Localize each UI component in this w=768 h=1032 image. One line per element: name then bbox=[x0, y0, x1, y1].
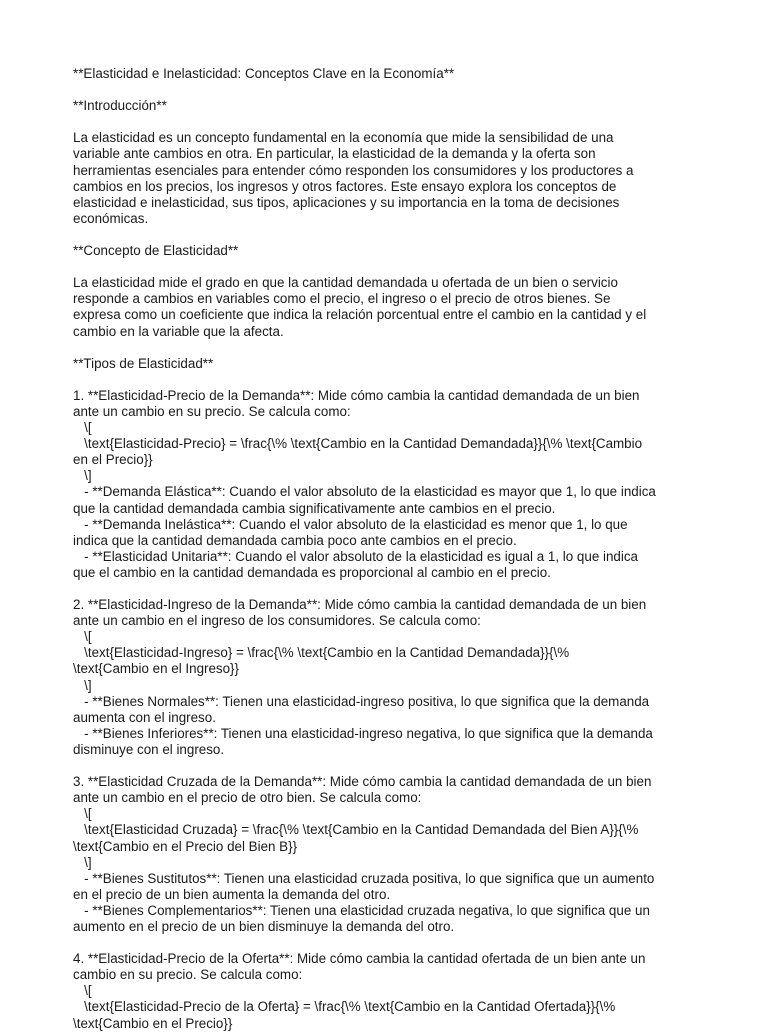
spacer bbox=[73, 581, 713, 597]
formula-line: en el Precio}} bbox=[73, 452, 153, 468]
formula-close: \] bbox=[73, 468, 92, 484]
bullet-line: que la cantidad demandada cambia significativamente ante cambios en el precio. bbox=[73, 500, 556, 516]
concept-paragraph bbox=[73, 275, 713, 339]
formula-close: \] bbox=[73, 854, 92, 870]
formula-open: \[ bbox=[73, 420, 92, 436]
bullet-line: - **Elasticidad Unitaria**: Cuando el valor absoluto de la elasticidad es igual a 1, lo que indica bbox=[73, 548, 638, 564]
intro-paragraph bbox=[73, 130, 713, 227]
section-line: 1. **Elasticidad-Precio de la Demanda**: Mide cómo cambia la cantidad demandada de un bien bbox=[73, 387, 640, 403]
section-line: 2. **Elasticidad-Ingreso de la Demanda**: Mide cómo cambia la cantidad demandada de un bien bbox=[73, 597, 647, 613]
formula-line: \text{Cambio en el Precio}} bbox=[73, 1015, 233, 1031]
bullet-line: - **Bienes Complementarios**: Tienen una elasticidad cruzada negativa, lo que significa que un bbox=[73, 902, 650, 918]
section-line: 3. **Elasticidad Cruzada de la Demanda**: Mide cómo cambia la cantidad demandada de un bien bbox=[73, 774, 652, 790]
formula-line: \text{Cambio en el Precio del Bien B}} bbox=[73, 838, 298, 854]
formula-open: \[ bbox=[73, 806, 92, 822]
intro-heading: **Introducción** bbox=[73, 98, 167, 114]
document-page bbox=[73, 66, 713, 1032]
document-title: **Elasticidad e Inelasticidad: Conceptos Clave en la Economía** bbox=[73, 66, 455, 81]
section-income-elasticity-demand bbox=[73, 597, 713, 758]
section-price-elasticity-demand bbox=[73, 388, 713, 581]
concept-heading: **Concepto de Elasticidad** bbox=[73, 243, 239, 259]
paragraph-line: responde a cambios en variables como el precio, el ingreso o el precio de otros bienes. Se bbox=[73, 291, 611, 307]
paragraph-line: cambios en los precios, los ingresos y otros factores. Este ensayo explora los conceptos de bbox=[73, 178, 617, 194]
paragraph-line: elasticidad e inelasticidad, sus tipos, aplicaciones y su importancia en la toma de decisiones bbox=[73, 194, 620, 210]
section-price-elasticity-supply bbox=[73, 951, 713, 1031]
spacer bbox=[73, 758, 713, 774]
bullet-line: - **Demanda Elástica**: Cuando el valor absoluto de la elasticidad es mayor que 1, lo que indica bbox=[73, 484, 656, 500]
spacer bbox=[73, 372, 713, 388]
spacer bbox=[73, 259, 713, 275]
section-line: ante un cambio en el precio de otro bien. Se calcula como: bbox=[73, 790, 422, 806]
bullet-line: - **Bienes Normales**: Tienen una elasticidad-ingreso positiva, lo que significa que la demanda bbox=[73, 693, 650, 709]
formula-line: \text{Elasticidad Cruzada} = \frac{\% \text{Cambio en la Cantidad Demandada del Bien A}}{\% bbox=[73, 822, 639, 838]
section-cross-elasticity-demand bbox=[73, 774, 713, 935]
paragraph-line: La elasticidad mide el grado en que la cantidad demandada u ofertada de un bien o servicio bbox=[73, 275, 618, 291]
formula-line: \text{Elasticidad-Ingreso} = \frac{\% \text{Cambio en la Cantidad Demandada}}{\% bbox=[73, 645, 570, 661]
spacer bbox=[73, 935, 713, 951]
bullet-line: que el cambio en la cantidad demandada es proporcional al cambio en el precio. bbox=[73, 564, 551, 580]
spacer bbox=[73, 82, 713, 98]
bullet-line: en el precio de un bien aumenta la demanda del otro. bbox=[73, 886, 391, 902]
section-line: 4. **Elasticidad-Precio de la Oferta**: Mide cómo cambia la cantidad ofertada de un bien ante un bbox=[73, 951, 646, 967]
bullet-line: - **Bienes Inferiores**: Tienen una elasticidad-ingreso negativa, lo que significa que la demanda bbox=[73, 725, 653, 741]
formula-close: \] bbox=[73, 677, 92, 693]
formula-line: \text{Elasticidad-Precio} = \frac{\% \text{Cambio en la Cantidad Demandada}}{\% \text{Cambio bbox=[73, 436, 643, 452]
bullet-line: - **Demanda Inelástica**: Cuando el valor absoluto de la elasticidad es menor que 1, lo que bbox=[73, 516, 628, 532]
paragraph-line: cambio en la variable que la afecta. bbox=[73, 323, 284, 339]
paragraph-line: expresa como un coeficiente que indica la relación porcentual entre el cambio en la cantidad y el bbox=[73, 307, 647, 323]
paragraph-line: variable ante cambios en otra. En particular, la elasticidad de la demanda y la oferta son bbox=[73, 146, 596, 162]
bullet-line: indica que la cantidad demandada cambia poco ante cambios en el precio. bbox=[73, 532, 517, 548]
section-line: ante un cambio en el ingreso de los consumidores. Se calcula como: bbox=[73, 613, 481, 629]
bullet-line: disminuye con el ingreso. bbox=[73, 741, 225, 757]
section-line: cambio en su precio. Se calcula como: bbox=[73, 967, 303, 983]
section-line: ante un cambio en su precio. Se calcula como: bbox=[73, 403, 351, 419]
paragraph-line: La elasticidad es un concepto fundamental en la economía que mide la sensibilidad de una bbox=[73, 130, 614, 146]
bullet-line: aumento en el precio de un bien disminuye la demanda del otro. bbox=[73, 918, 455, 934]
types-heading: **Tipos de Elasticidad** bbox=[73, 355, 214, 371]
bullet-line: aumenta con el ingreso. bbox=[73, 709, 216, 725]
spacer bbox=[73, 227, 713, 243]
formula-open: \[ bbox=[73, 629, 92, 645]
spacer bbox=[73, 114, 713, 130]
formula-line: \text{Cambio en el Ingreso}} bbox=[73, 661, 240, 677]
bullet-line: - **Bienes Sustitutos**: Tienen una elasticidad cruzada positiva, lo que significa que un aumento bbox=[73, 870, 655, 886]
formula-line: \text{Elasticidad-Precio de la Oferta} = \frac{\% \text{Cambio en la Cantidad Ofertada}}{\% bbox=[73, 999, 616, 1015]
spacer bbox=[73, 340, 713, 356]
paragraph-line: herramientas esenciales para entender cómo responden los consumidores y los productores a bbox=[73, 162, 634, 178]
paragraph-line: económicas. bbox=[73, 210, 149, 226]
formula-open: \[ bbox=[73, 983, 92, 999]
